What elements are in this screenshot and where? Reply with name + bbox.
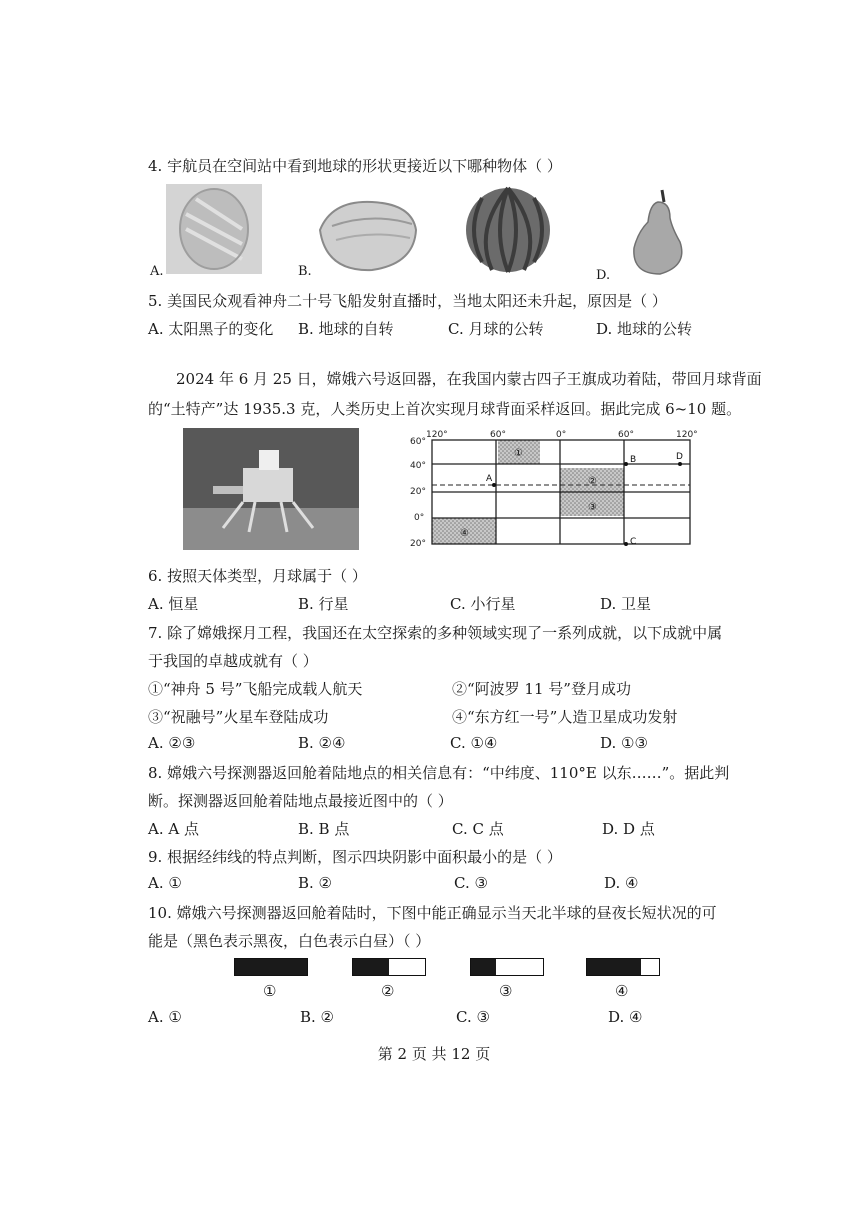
lon-label: 120° <box>676 430 698 440</box>
point-d-marker <box>678 462 682 466</box>
q6-option-c: C. 小行星 <box>450 595 516 613</box>
q8-stem-2: 断。探测器返回舱着陆地点最接近图中的（ ） <box>148 792 453 810</box>
q4-label-a: A. <box>150 264 164 279</box>
lon-label: 120° <box>426 430 448 440</box>
pear-icon <box>628 186 688 278</box>
lat-label: 0° <box>414 513 425 523</box>
intro-line-2: 的“土特产”达 1935.3 克，人类历史上首次实现月球背面采样返回。据此完成 6~10 题。 <box>148 400 742 418</box>
point-b-label: B <box>630 455 637 465</box>
chang-e-6-lander-icon <box>183 428 359 550</box>
q5-option-a: A. 太阳黑子的变化 <box>148 320 274 338</box>
watermelon-icon <box>462 184 554 276</box>
q7-option-d: D. ①③ <box>600 734 648 752</box>
q6-option-d: D. 卫星 <box>600 595 652 613</box>
q7-item-3: ③“祝融号”火星车登陆成功 <box>148 708 329 726</box>
q5-option-c: C. 月球的公转 <box>448 320 544 338</box>
point-c-label: C <box>630 537 637 547</box>
q9-option-c: C. ③ <box>454 874 488 892</box>
day-night-bar <box>470 958 544 976</box>
q5-option-b: B. 地球的自转 <box>298 320 394 338</box>
melon-icon <box>312 190 422 278</box>
night-segment <box>235 959 307 975</box>
q8-option-a: A. A 点 <box>148 820 199 838</box>
option-b-image <box>312 190 422 278</box>
q7-option-c: C. ①④ <box>450 734 498 752</box>
day-night-bar <box>352 958 426 976</box>
point-c-marker <box>624 542 628 546</box>
region-label-4: ④ <box>460 528 469 539</box>
q10-stem-2: 能是（黑色表示黑夜，白色表示白昼）（ ） <box>148 932 431 950</box>
q6-option-b: B. 行星 <box>298 595 349 613</box>
point-a-marker <box>492 483 496 487</box>
q8-option-d: D. D 点 <box>602 820 655 838</box>
q5-stem: 5. 美国民众观看神舟二十号飞船发射直播时，当地太阳还未升起，原因是（ ） <box>148 292 667 310</box>
point-a-label: A <box>486 474 493 484</box>
q9-option-a: A. ① <box>148 874 182 892</box>
lat-label: 60° <box>410 437 426 447</box>
lat-label: 40° <box>410 461 426 471</box>
option-a-image <box>166 184 262 274</box>
q7-item-2: ②“阿波罗 11 号”登月成功 <box>452 680 631 698</box>
night-segment <box>471 959 496 975</box>
q10-option-a: A. ① <box>148 1008 182 1026</box>
q8-option-c: C. C 点 <box>452 820 504 838</box>
night-segment <box>587 959 641 975</box>
q6-stem: 6. 按照天体类型，月球属于（ ） <box>148 567 367 585</box>
day-night-bar-label: ④ <box>615 982 629 1000</box>
q9-stem: 9. 根据经纬线的特点判断，图示四块阴影中面积最小的是（ ） <box>148 848 562 866</box>
q7-stem-1: 7. 除了嫦娥探月工程，我国还在太空探索的多种领域实现了一系列成就，以下成就中属 <box>148 624 723 642</box>
q8-option-b: B. B 点 <box>298 820 350 838</box>
q10-option-c: C. ③ <box>456 1008 490 1026</box>
day-night-bar <box>234 958 308 976</box>
day-night-bar-label: ③ <box>499 982 513 1000</box>
option-d-image <box>628 186 688 278</box>
lon-label: 60° <box>490 430 506 440</box>
region-label-3: ③ <box>588 502 597 513</box>
option-c-image <box>462 184 554 276</box>
lon-label: 60° <box>618 430 634 440</box>
q10-option-d: D. ④ <box>608 1008 643 1026</box>
lander-photo <box>183 428 359 550</box>
night-segment <box>353 959 389 975</box>
q7-option-b: B. ②④ <box>298 734 346 752</box>
lon-label: 0° <box>556 430 567 440</box>
point-d-label: D <box>676 452 683 462</box>
day-night-bar-label: ② <box>381 982 395 1000</box>
q4-label-d: D. <box>596 268 611 283</box>
q10-stem-1: 10. 嫦娥六号探测器返回舱着陆时，下图中能正确显示当天北半球的昼夜长短状况的可 <box>148 904 717 922</box>
q9-option-b: B. ② <box>298 874 333 892</box>
q4-label-b: B. <box>298 264 312 279</box>
pineapple-icon <box>166 184 262 274</box>
lat-label: 20° <box>410 539 426 549</box>
region-label-1: ① <box>514 448 523 459</box>
q7-option-a: A. ②③ <box>148 734 196 752</box>
lat-lon-grid-map <box>408 428 698 550</box>
q5-option-d: D. 地球的公转 <box>596 320 693 338</box>
intro-line-1: 2024 年 6 月 25 日，嫦娥六号返回器，在我国内蒙古四子王旗成功着陆，带回月球背面 <box>176 370 762 388</box>
q9-option-d: D. ④ <box>604 874 639 892</box>
point-b-marker <box>624 462 628 466</box>
day-night-bar-label: ① <box>263 982 277 1000</box>
q7-item-1: ①“神舟 5 号”飞船完成载人航天 <box>148 680 363 698</box>
q8-stem-1: 8. 嫦娥六号探测器返回舱着陆地点的相关信息有：“中纬度、110°E 以东……”。据此判 <box>148 764 730 782</box>
page-footer: 第 2 页 共 12 页 <box>377 1045 491 1063</box>
q10-option-b: B. ② <box>300 1008 335 1026</box>
lat-label: 20° <box>410 487 426 497</box>
q4-stem: 4. 宇航员在空间站中看到地球的形状更接近以下哪种物体（ ） <box>148 157 562 175</box>
day-night-bar <box>586 958 660 976</box>
q7-item-4: ④“东方红一号”人造卫星成功发射 <box>452 708 678 726</box>
region-label-2: ② <box>588 476 597 487</box>
q6-option-a: A. 恒星 <box>148 595 199 613</box>
q7-stem-2: 于我国的卓越成就有（ ） <box>148 652 318 670</box>
